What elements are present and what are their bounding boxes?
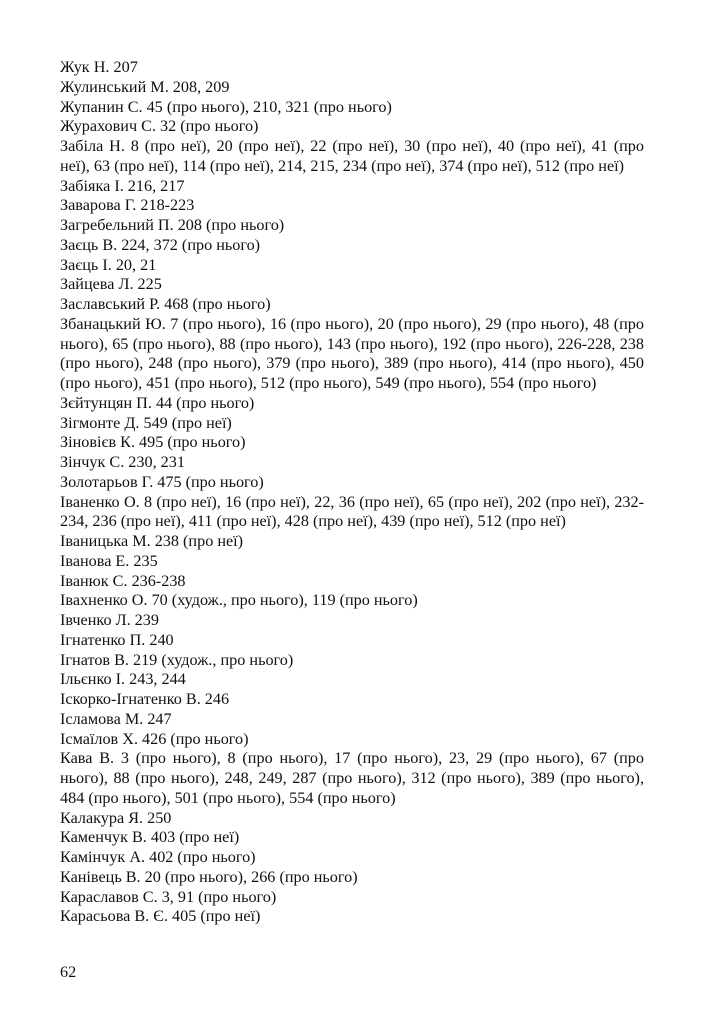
index-entry: Заєць В. 224, 372 (про нього) xyxy=(60,235,261,254)
index-entry: Заєць І. 20, 21 xyxy=(60,255,157,274)
index-entry: Жук Н. 207 xyxy=(60,58,138,76)
index-entry: Заварова Г. 218-223 xyxy=(60,196,195,215)
index-entry: Калакура Я. 250 xyxy=(60,808,172,827)
index-entry: Золотарьов Г. 475 (про нього) xyxy=(60,472,264,491)
index-entry: Кава В. 3 (про нього), 8 (про нього), 17 (про нього), 23, 29 (про нього), 67 (про нього), 88 (про нього), 248, 249, 287 (про нього), 312 (про нього), 389 (про нього), 484 (про нього), 501 (про нього), 554 (про нього) xyxy=(60,749,644,807)
index-entry: Журахович С. 32 (про нього) xyxy=(60,117,259,136)
name-index-list xyxy=(60,58,644,927)
index-entry: Ігнатенко П. 240 xyxy=(60,630,174,649)
index-entry: Іваницька М. 238 (про неї) xyxy=(60,532,244,550)
index-entry: Забіла Н. 8 (про неї), 20 (про неї), 22 (про неї), 30 (про неї), 40 (про неї), 41 (про неї), 63 (про неї), 114 (про неї), 214, 215, 234 (про неї), 374 (про неї), 512 (про неї) xyxy=(60,137,644,175)
index-entry: Іскорко-Ігнатенко В. 246 xyxy=(60,690,230,708)
index-entry: Загребельний П. 208 (про нього) xyxy=(60,216,285,234)
index-entry: Зєйтунцян П. 44 (про нього) xyxy=(60,393,255,412)
index-entry: Ісламова М. 247 xyxy=(60,709,172,728)
index-entry: Ігнатов В. 219 (худож., про нього) xyxy=(60,650,294,669)
index-entry: Зайцева Л. 225 xyxy=(60,275,162,294)
index-entry: Зіновієв К. 495 (про нього) xyxy=(60,433,246,452)
index-entry: Карасьова В. Є. 405 (про неї) xyxy=(60,907,261,926)
index-entry: Зігмонте Д. 549 (про неї) xyxy=(60,413,232,432)
index-entry: Зінчук С. 230, 231 xyxy=(60,453,185,471)
index-entry: Жупанин С. 45 (про нього), 210, 321 (про нього) xyxy=(60,97,392,116)
index-entry: Іваненко О. 8 (про неї), 16 (про неї), 22, 36 (про неї), 65 (про неї), 202 (про неї), 232-234, 236 (про неї), 411 (про неї), 428 (про неї), 439 (про неї), 512 (про неї) xyxy=(60,492,644,531)
index-entry: Ільєнко І. 243, 244 xyxy=(60,670,186,689)
page-number: 62 xyxy=(60,963,77,981)
index-entry: Канівець В. 20 (про нього), 266 (про нього) xyxy=(60,867,358,886)
index-entry: Караславов С. 3, 91 (про нього) xyxy=(60,887,277,906)
index-entry: Івахненко О. 70 (худож., про нього), 119 (про нього) xyxy=(60,591,418,610)
index-entry: Ісмаїлов Х. 426 (про нього) xyxy=(60,729,249,748)
index-entry: Камінчук А. 402 (про нього) xyxy=(60,848,256,866)
index-entry: Іванюк С. 236-238 xyxy=(60,571,186,590)
index-entry: Жулинський М. 208, 209 xyxy=(60,77,230,96)
index-entry: Івченко Л. 239 xyxy=(60,611,159,629)
index-entry: Іванова Е. 235 xyxy=(60,551,158,570)
index-entry: Заславський Р. 468 (про нього) xyxy=(60,295,271,313)
index-entry: Забіяка І. 216, 217 xyxy=(60,176,185,195)
index-entry: Збанацький Ю. 7 (про нього), 16 (про нього), 20 (про нього), 29 (про нього), 48 (про нього), 65 (про нього), 88 (про нього), 143 (про нього), 192 (про нього), 226-228, 238 (про нього), 248 (про нього), 379 (про нього), 389 (про нього), 414 (про нього), 450 (про нього), 451 (про нього), 512 (про нього), 549 (про нього), 554 (про нього) xyxy=(60,314,644,392)
index-entry: Каменчук В. 403 (про неї) xyxy=(60,828,240,847)
